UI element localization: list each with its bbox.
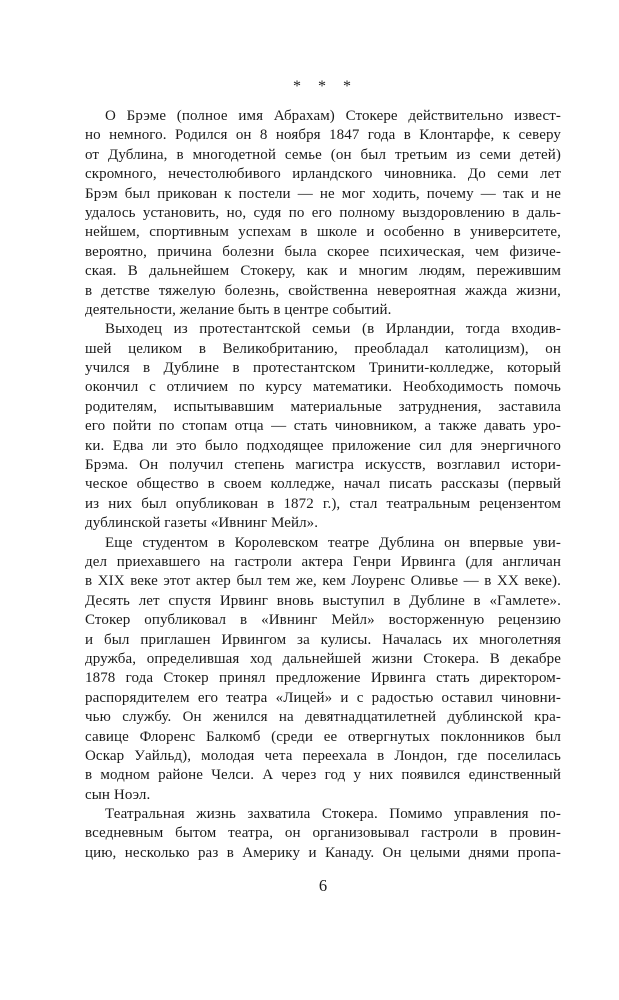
text-line: Брэма. Он получил степень магистра искусств, возглавил истори- bbox=[85, 457, 561, 474]
paragraph bbox=[85, 107, 561, 320]
text-line: О Брэме (полное имя Абрахам) Стокере действительно извест- bbox=[105, 108, 561, 124]
text-line: сын Ноэл. bbox=[85, 786, 151, 803]
page-content bbox=[85, 0, 561, 896]
page-number: 6 bbox=[318, 876, 328, 896]
text-line: дружба, определившая ход дальнейшей жизни Стокера. В декабре bbox=[85, 650, 561, 667]
text-line: цию, несколько раз в Америку и Канаду. Он целыми днями пропа- bbox=[85, 844, 561, 861]
text-line: в XIX веке этот актер был тем же, кем Лоуренс Оливье — в XX веке). bbox=[85, 573, 561, 590]
text-line: Театральная жизнь захватила Стокера. Помимо управления по- bbox=[105, 806, 561, 823]
text-line: Стокер опубликовал в «Ивнинг Мейл» восторженную рецензию bbox=[85, 612, 561, 629]
text-line: но немного. Родился он 8 ноября 1847 года в Клонтарфе, к северу bbox=[85, 127, 561, 144]
text-line: окончил с отличием по курсу математики. Необходимость помочь bbox=[85, 379, 561, 396]
text-line: шей целиком в Великобританию, преобладал католицизм), он bbox=[85, 340, 561, 357]
text-line: нейшем, спортивным успехам в школе и особенно в университете, bbox=[85, 224, 561, 241]
text-line: ская. В дальнейшем Стокеру, как и многим людям, пережившим bbox=[85, 263, 561, 280]
text-line: в детстве тяжелую болезнь, свойственна невероятная жажда жизни, bbox=[85, 282, 561, 299]
text-line: распорядителем его театра «Лицей» и с радостью оставил чиновни- bbox=[85, 689, 561, 706]
text-line: вседневным бытом театра, он организовывал гастроли в провин- bbox=[85, 825, 561, 842]
text-line: Выходец из протестантской семьи (в Ирландии, тогда входив- bbox=[105, 321, 561, 338]
text-line: его пойти по стопам отца — стать чиновником, а также давать уро- bbox=[85, 418, 561, 435]
text-line: деятельности, желание быть в центре событий. bbox=[85, 301, 392, 318]
text-line: и был приглашен Ирвингом за кулисы. Началась их многолетняя bbox=[85, 631, 561, 648]
text-line: от Дублина, в многодетной семье (он был третьим из семи детей) bbox=[85, 146, 561, 163]
text-line: Еще студентом в Королевском театре Дублина он впервые уви- bbox=[105, 534, 561, 551]
text-line: удалось установить, но, судя по его полному выздоровлению в даль- bbox=[85, 204, 561, 221]
text-line: савице Флоренс Балкомб (среди ее отвергнутых поклонников был bbox=[85, 728, 561, 745]
text-line: учился в Дублине в протестантском Тринити-колледже, который bbox=[85, 360, 561, 377]
text-line: Десять лет спустя Ирвинг вновь выступил в Дублине в «Гамлете». bbox=[85, 592, 561, 609]
text-line: ки. Едва ли это было подходящее приложение сил для энергичного bbox=[85, 437, 561, 454]
paragraph bbox=[85, 534, 561, 805]
text-line: дублинской газеты «Ивнинг Мейл». bbox=[85, 515, 319, 532]
text-line: родителям, испытывавшим материальные затруднения, заставила bbox=[85, 398, 561, 415]
text-line: в модном районе Челси. А через год у них появился единственный bbox=[85, 767, 561, 784]
text-line: из них был опубликован в 1872 г.), стал театральным рецензентом bbox=[85, 495, 561, 512]
text-line: Оскар Уайльд), молодая чета переехала в Лондон, где поселилась bbox=[85, 747, 561, 764]
text-line: скромного, нечестолюбивого ирландского чиновника. До семи лет bbox=[85, 166, 561, 183]
paragraph bbox=[85, 805, 561, 863]
text-line: ческое общество в своем колледже, начал писать рассказы (первый bbox=[85, 476, 561, 493]
text-line: вероятно, причина болезни была скорее психическая, чем физиче- bbox=[85, 243, 561, 260]
text-line: чью службу. Он женился на девятнадцатилетней дублинской кра- bbox=[85, 709, 561, 726]
paragraph bbox=[85, 320, 561, 533]
section-separator: * * * bbox=[293, 78, 353, 95]
text-line: дел приехавшего на гастроли актера Генри Ирвинга (для англичан bbox=[85, 553, 561, 570]
text-block bbox=[85, 107, 561, 863]
text-line: 1878 года Стокер принял предложение Ирвинга стать директором- bbox=[85, 670, 561, 687]
text-line: Брэм был прикован к постели — не мог ходить, почему — так и не bbox=[85, 185, 561, 202]
